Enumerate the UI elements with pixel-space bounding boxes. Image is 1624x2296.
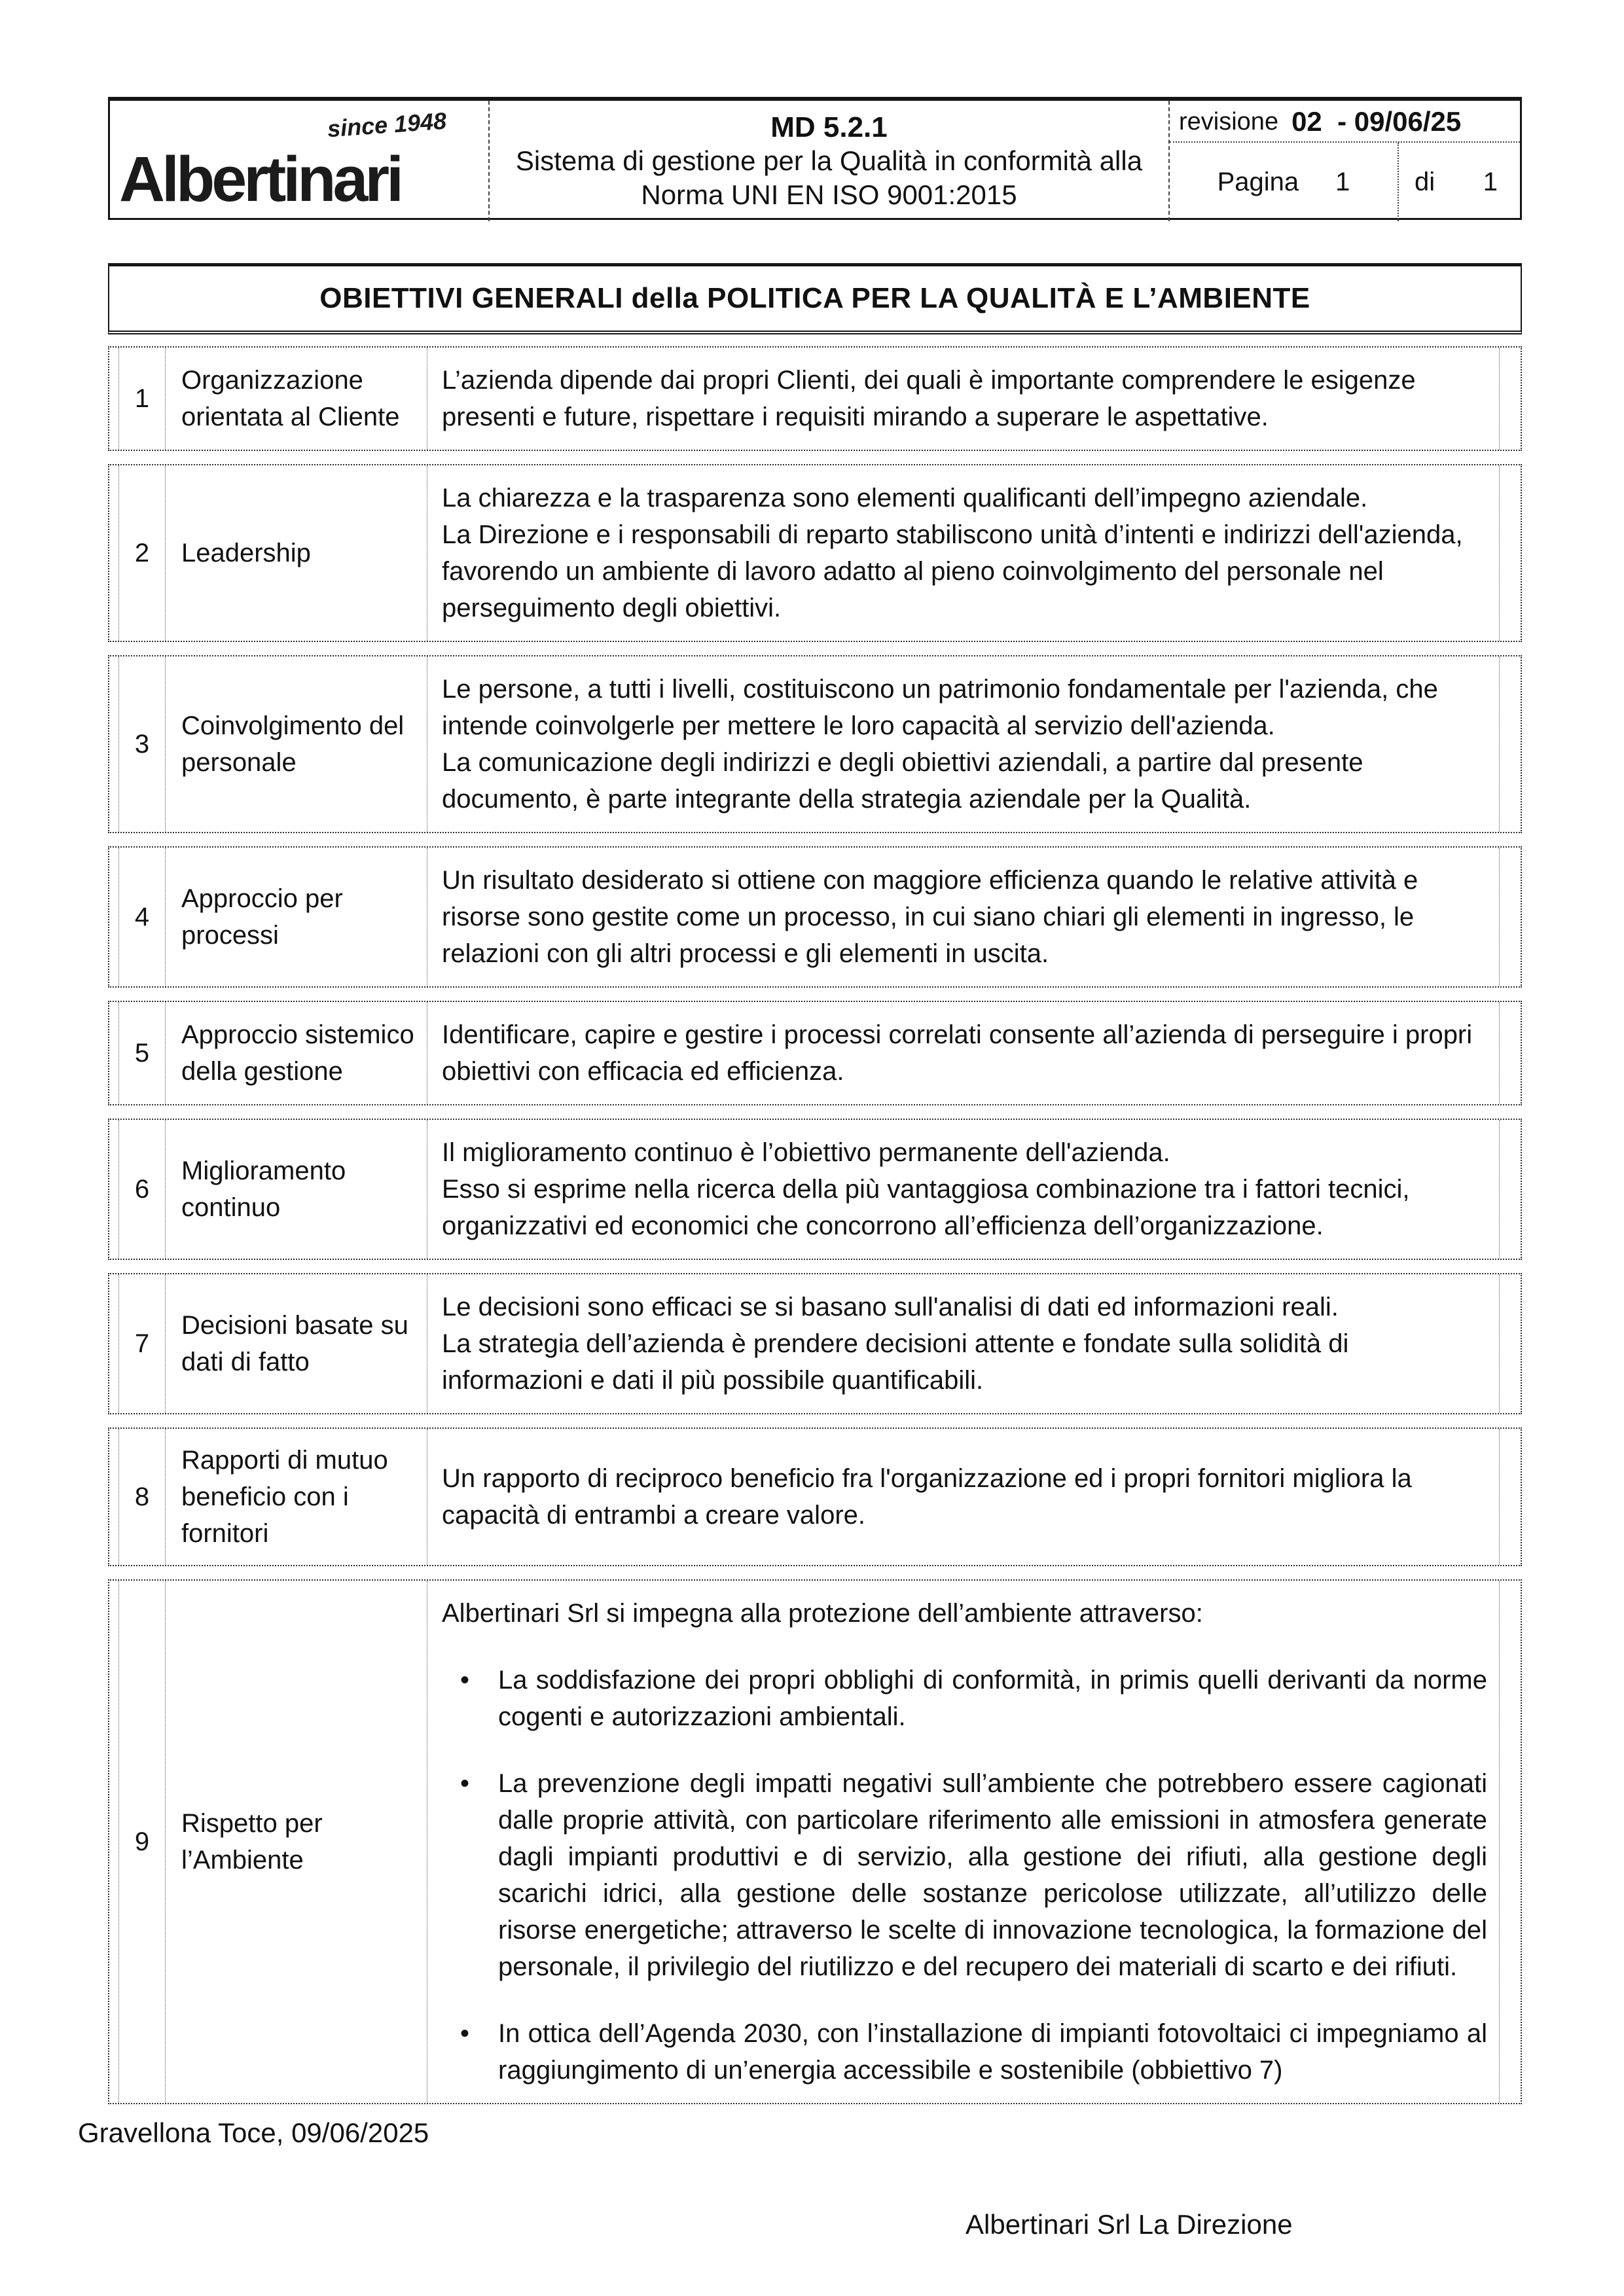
row-paragraph: Le persone, a tutti i livelli, costituiscono un patrimonio fondamentale per l'azienda, che intende coinvolgerle per mettere le loro capacità al servizio dell'azienda. xyxy=(442,675,1438,740)
bullet-item xyxy=(442,1662,1487,1735)
logo-cell xyxy=(110,101,490,221)
row-paragraph: Un risultato desiderato si ottiene con maggiore efficienza quando le relative attività e risorse sono gestite come un processo, in cui siano chiari gli elementi in ingresso, le relazioni con gli altri processi e gli elementi in uscita. xyxy=(442,866,1418,968)
row-text xyxy=(427,848,1500,986)
principle-row xyxy=(108,464,1522,642)
principle-row xyxy=(108,846,1522,988)
bullet-text: La prevenzione degli impatti negativi sull’ambiente che potrebbero essere cagionati dalle proprie attività, con particolare riferimento alle emissioni in atmosfera generate dagli impianti produttivi e di servizio, alla gestione dei rifiuti, alla gestione degli scarichi idrici, alla gestione delle sostanze pericolose utilizzate, all’utilizzo delle risorse energetiche; attraverso le scelte di innovazione tecnologica, la formazione del personale, il privilegio del riutilizzo e del recupero dei materiali di scarto e dei rifiuti. xyxy=(498,1769,1487,1981)
page-number-cell xyxy=(1170,143,1399,221)
row-paragraph: Identificare, capire e gestire i processi correlati consente all’azienda di perseguire i propri obiettivi con efficacia ed efficienza. xyxy=(442,1020,1473,1086)
revision-value: 02 - 09/06/25 xyxy=(1291,106,1462,137)
principle-row xyxy=(108,1427,1522,1566)
logo-tagline: since 1948 xyxy=(326,107,448,143)
row-text xyxy=(427,1120,1500,1259)
row-text xyxy=(427,465,1500,641)
row-paragraph: La Direzione e i responsabili di reparto stabiliscono unità d’intenti e indirizzi dell'azienda, favorendo un ambiente di lavoro adatto al pieno coinvolgimento del personale nel perseguimento degli obiettivi. xyxy=(442,520,1463,622)
document-title-line2: Norma UNI EN ISO 9001:2015 xyxy=(641,179,1017,210)
principle-row xyxy=(108,655,1522,833)
row-label: Decisioni basate su dati di fatto xyxy=(166,1274,427,1413)
row-label: Approccio per processi xyxy=(166,848,427,986)
page-number: 1 xyxy=(1335,167,1350,196)
principles-table xyxy=(108,346,1522,2104)
row-label: Leadership xyxy=(166,465,427,641)
row-text xyxy=(427,348,1500,450)
page-title: OBIETTIVI GENERALI della POLITICA PER LA QUALITÀ E L’AMBIENTE xyxy=(108,263,1522,334)
page-total-cell xyxy=(1399,143,1520,221)
row-text xyxy=(427,1429,1500,1565)
row-number: 2 xyxy=(118,465,166,641)
row-number: 3 xyxy=(118,656,166,832)
row-text xyxy=(427,1581,1500,2103)
revision-row xyxy=(1170,101,1520,143)
row-paragraph: La chiarezza e la trasparenza sono elementi qualificanti dell’impegno aziendale. xyxy=(442,484,1368,512)
bullet-text: In ottica dell’Agenda 2030, con l’installazione di impianti fotovoltaici ci impegniamo al raggiungimento di un’energia accessibile e sostenibile (obbiettivo 7) xyxy=(498,2019,1487,2085)
bullet-item xyxy=(442,2015,1487,2089)
row-label: Rispetto per l’Ambiente xyxy=(166,1581,427,2103)
signature-line: Albertinari Srl La Direzione xyxy=(965,2209,1293,2240)
company-logo: Albertinari xyxy=(119,143,401,215)
row-label: Rapporti di mutuo beneficio con i fornitori xyxy=(166,1429,427,1565)
row-paragraph: La comunicazione degli indirizzi e degli obiettivi aziendali, a partire dal presente documento, è parte integrante della strategia aziendale per la Qualità. xyxy=(442,748,1363,814)
row-intro: Albertinari Srl si impegna alla protezione dell’ambiente attraverso: xyxy=(442,1599,1203,1628)
principle-row xyxy=(108,346,1522,451)
document-title xyxy=(516,144,1142,212)
of-label: di xyxy=(1415,167,1435,196)
row-label: Coinvolgimento del personale xyxy=(166,656,427,832)
principle-row xyxy=(108,1119,1522,1260)
page-total: 1 xyxy=(1483,167,1498,196)
row-number: 4 xyxy=(118,848,166,986)
row-label: Miglioramento continuo xyxy=(166,1120,427,1259)
row-number: 1 xyxy=(118,348,166,450)
row-paragraph: Esso si esprime nella ricerca della più vantaggiosa combinazione tra i fattori tecnici, organizzativi ed economici che concorrono all’efficienza dell’organizzazione. xyxy=(442,1175,1410,1240)
place-date: Gravellona Toce, 09/06/2025 xyxy=(78,2117,429,2148)
row-paragraph: La strategia dell’azienda è prendere decisioni attente e fondate sulla solidità di informazioni e dati il più possibile quantificabili. xyxy=(442,1329,1349,1395)
row-paragraph: Un rapporto di reciproco beneficio fra l'organizzazione ed i propri fornitori migliora la capacità di entrambi a creare valore. xyxy=(442,1464,1412,1530)
page-label: Pagina xyxy=(1217,167,1299,196)
row-label: Approccio sistemico della gestione xyxy=(166,1002,427,1104)
row-number: 7 xyxy=(118,1274,166,1413)
row-paragraph: L’azienda dipende dai propri Clienti, dei quali è importante comprendere le esigenze presenti e future, rispettare i requisiti mirando a superare le aspettative. xyxy=(442,366,1416,431)
document-id-cell xyxy=(490,101,1168,221)
row-number: 9 xyxy=(118,1581,166,2103)
document-header xyxy=(108,97,1522,220)
row-paragraph: Il miglioramento continuo è l’obiettivo permanente dell'azienda. xyxy=(442,1138,1170,1167)
row-paragraph: Le decisioni sono efficaci se si basano sull'analisi di dati ed informazioni reali. xyxy=(442,1293,1339,1321)
principle-row xyxy=(108,1273,1522,1414)
document-title-line1: Sistema di gestione per la Qualità in conformità alla xyxy=(515,145,1143,176)
row-number: 5 xyxy=(118,1002,166,1104)
page-row xyxy=(1170,143,1520,221)
row-label: Organizzazione orientata al Cliente xyxy=(166,348,427,450)
bullet-icon: • xyxy=(460,1769,470,1798)
document-code: MD 5.2.1 xyxy=(770,111,888,143)
principle-row xyxy=(108,1579,1522,2104)
bullet-text: La soddisfazione dei propri obblighi di conformità, in primis quelli derivanti da norme cogenti e autorizzazioni ambientali. xyxy=(498,1666,1487,1731)
row-text xyxy=(427,1274,1500,1413)
revision-label: revisione xyxy=(1179,107,1279,135)
revision-cell xyxy=(1168,101,1520,221)
row-number: 6 xyxy=(118,1120,166,1259)
row-text xyxy=(427,1002,1500,1104)
row-number: 8 xyxy=(118,1429,166,1565)
row-text xyxy=(427,656,1500,832)
bullet-icon: • xyxy=(460,1666,470,1695)
bullet-icon: • xyxy=(460,2019,470,2048)
principle-row xyxy=(108,1001,1522,1105)
bullet-item xyxy=(442,1765,1487,1985)
